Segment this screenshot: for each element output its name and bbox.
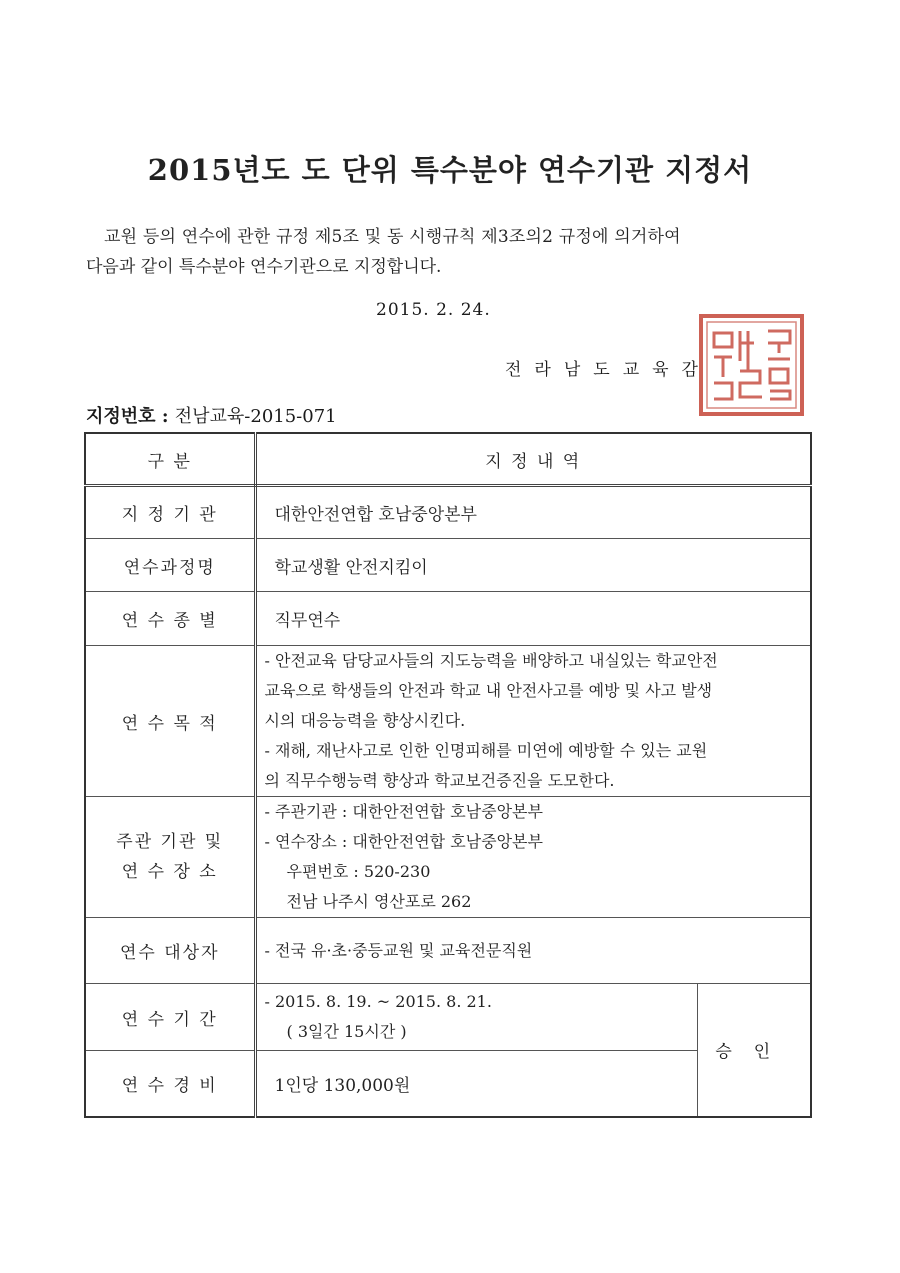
row-value — [255, 646, 811, 797]
table-row — [85, 592, 811, 646]
purpose-line: - 안전교육 담당교사들의 지도능력을 배양하고 내실있는 학교안전 — [264, 651, 718, 670]
issue-date: 2015. 2. 24. — [376, 300, 491, 320]
row-label: 연수 대상자 — [85, 918, 255, 984]
row-label: 연 수 목 적 — [85, 646, 255, 797]
row-value: 직무연수 — [255, 592, 811, 646]
row-label: 연수과정명 — [85, 539, 255, 592]
table-row — [85, 797, 811, 918]
table-row — [85, 539, 811, 592]
row-value: - 전국 유·초·중등교원 및 교육전문직원 — [255, 918, 811, 984]
purpose-line: - 재해, 재난사고로 인한 인명피해를 미연에 예방할 수 있는 교원 — [264, 741, 708, 760]
table-row — [85, 984, 811, 1051]
row-value: 1인당 130,000원 — [255, 1051, 697, 1117]
row-value: 학교생활 안전지킴이 — [255, 539, 811, 592]
designation-label: 지정번호 : — [86, 406, 175, 427]
designation-value: 전남교육-2015-071 — [174, 406, 337, 427]
row-label: 연 수 기 간 — [85, 984, 255, 1051]
table-row — [85, 646, 811, 797]
address: 전남 나주시 영산포로 262 — [286, 892, 472, 911]
official-seal-icon — [698, 313, 805, 417]
approval-cell: 승인 — [697, 984, 811, 1117]
period-duration: ( 3일간 15시간 ) — [286, 1022, 407, 1041]
row-label: 연 수 종 별 — [85, 592, 255, 646]
purpose-line: 교육으로 학생들의 안전과 학교 내 안전사고를 예방 및 사고 발생 — [264, 681, 713, 700]
table-row — [85, 918, 811, 984]
header-category: 구 분 — [85, 433, 255, 486]
table-header-row — [85, 433, 811, 486]
period-line: - 2015. 8. 19. ~ 2015. 8. 21. — [264, 992, 492, 1011]
intro-line-2: 다음과 같이 특수분야 연수기관으로 지정합니다. — [86, 257, 442, 277]
venue-line: - 연수장소 : 대한안전연합 호남중앙본부 — [264, 832, 543, 851]
designation-number — [86, 402, 337, 428]
intro-paragraph — [86, 222, 816, 282]
row-label-line: 연 수 장 소 — [121, 862, 218, 882]
postal-code: 우편번호 : 520-230 — [286, 862, 431, 881]
intro-line-1: 교원 등의 연수에 관한 규정 제5조 및 동 시행규칙 제3조의2 규정에 의거하여 — [104, 227, 681, 247]
purpose-line: 시의 대응능력을 향상시킨다. — [264, 711, 466, 730]
host-line: - 주관기관 : 대한안전연합 호남중앙본부 — [264, 802, 543, 821]
purpose-line: 의 직무수행능력 향상과 학교보건증진을 도모한다. — [264, 771, 615, 790]
row-label — [85, 797, 255, 918]
issuer-name: 전라남도교육감 — [505, 360, 711, 380]
document-title: 2015년도 도 단위 특수분야 연수기관 지정서 — [147, 153, 753, 187]
table-row — [85, 486, 811, 539]
row-label-line: 주관 기관 및 — [116, 832, 224, 852]
row-label: 지 정 기 관 — [85, 486, 255, 539]
header-details: 지 정 내 역 — [255, 433, 811, 486]
row-label: 연 수 경 비 — [85, 1051, 255, 1117]
row-value: 대한안전연합 호남중앙본부 — [255, 486, 811, 539]
row-value — [255, 797, 811, 918]
designation-table — [84, 432, 812, 1118]
row-value — [255, 984, 697, 1051]
